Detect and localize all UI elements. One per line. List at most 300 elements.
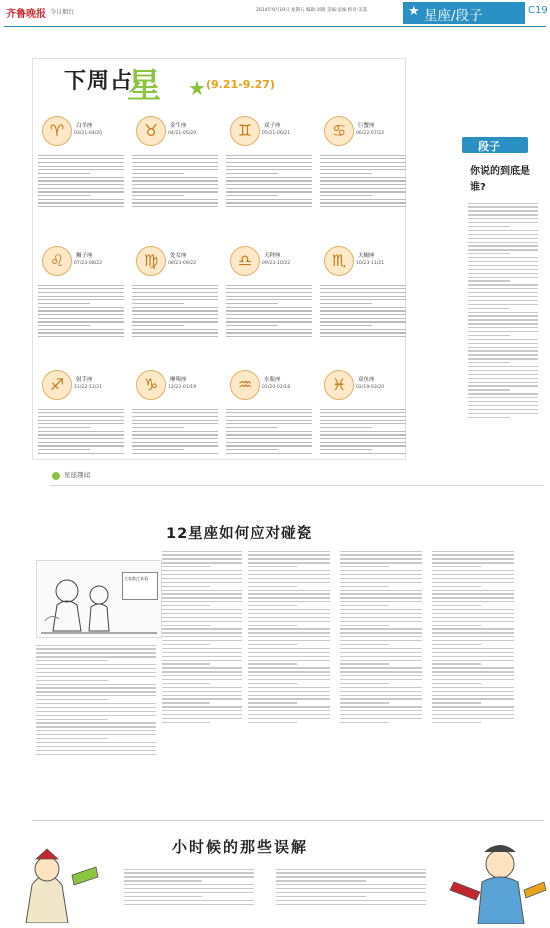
text-line xyxy=(36,691,156,692)
text-line xyxy=(276,892,426,893)
text-line xyxy=(276,872,426,873)
text-line xyxy=(38,409,124,410)
text-line xyxy=(38,445,124,446)
text-line xyxy=(248,551,330,552)
text-line xyxy=(432,625,481,626)
text-line xyxy=(340,667,422,668)
text-line xyxy=(468,245,538,246)
essay-tag-dot xyxy=(52,472,60,480)
text-line xyxy=(36,711,156,712)
text-line xyxy=(162,691,242,692)
essay-column xyxy=(162,548,242,725)
text-line xyxy=(340,613,422,614)
text-line xyxy=(132,296,218,297)
text-line xyxy=(162,636,242,637)
text-line xyxy=(132,442,218,443)
text-line xyxy=(38,173,90,174)
text-line xyxy=(132,180,218,181)
text-line xyxy=(38,310,124,311)
text-line xyxy=(226,409,312,410)
text-line xyxy=(432,683,481,684)
text-line xyxy=(132,158,218,159)
text-line xyxy=(36,734,156,735)
text-line xyxy=(432,636,514,637)
text-line xyxy=(320,307,406,308)
text-line xyxy=(468,327,538,328)
text-line xyxy=(340,554,422,555)
text-line xyxy=(320,420,406,421)
text-line xyxy=(432,695,514,696)
zodiac-icon: ♎ xyxy=(230,246,260,276)
text-line xyxy=(468,417,510,418)
text-line xyxy=(248,590,330,591)
text-line xyxy=(432,590,514,591)
text-line xyxy=(226,442,312,443)
text-line xyxy=(162,554,242,555)
text-line xyxy=(248,695,330,696)
text-line xyxy=(340,590,422,591)
text-line xyxy=(468,393,538,394)
text-line xyxy=(248,558,330,559)
text-line xyxy=(248,683,297,684)
text-line xyxy=(248,667,330,668)
text-line xyxy=(432,574,514,575)
text-line xyxy=(340,691,422,692)
text-line xyxy=(226,314,312,315)
text-line xyxy=(162,593,242,594)
text-line xyxy=(132,195,184,196)
sign-forecast-text xyxy=(226,282,312,340)
text-line xyxy=(320,325,372,326)
text-line xyxy=(248,656,330,657)
text-line xyxy=(248,605,297,606)
text-line xyxy=(162,558,242,559)
essay-illustration-sign-text: 大家都过来看 xyxy=(124,576,148,581)
sign-dates: 04/21-05/20 xyxy=(168,131,197,136)
text-line xyxy=(320,423,406,424)
text-line xyxy=(468,319,538,320)
text-line xyxy=(432,566,481,567)
text-line xyxy=(468,354,538,355)
text-line xyxy=(248,671,330,672)
text-line xyxy=(340,593,422,594)
text-line xyxy=(248,714,330,715)
text-line xyxy=(468,370,538,371)
text-line xyxy=(226,310,312,311)
text-line xyxy=(226,191,312,192)
text-line xyxy=(132,427,184,428)
text-line xyxy=(162,667,242,668)
text-line xyxy=(320,299,406,300)
text-line xyxy=(320,288,406,289)
text-line xyxy=(162,698,242,699)
text-line xyxy=(432,663,481,664)
text-line xyxy=(468,273,538,274)
text-line xyxy=(468,312,538,313)
text-line xyxy=(432,551,514,552)
text-line xyxy=(276,884,426,885)
text-line xyxy=(162,632,242,633)
text-line xyxy=(320,336,406,337)
text-line xyxy=(248,722,297,723)
text-line xyxy=(162,605,210,606)
text-line xyxy=(226,158,312,159)
text-line xyxy=(38,416,124,417)
sign-header xyxy=(42,370,130,400)
text-line xyxy=(124,888,254,889)
text-line xyxy=(226,202,312,203)
text-line xyxy=(468,397,538,398)
text-line xyxy=(36,648,156,649)
text-line xyxy=(162,722,210,723)
text-line xyxy=(432,586,481,587)
text-line xyxy=(340,648,422,649)
text-line xyxy=(36,703,156,704)
text-line xyxy=(226,434,312,435)
star-icon: ★ xyxy=(408,4,420,19)
text-line xyxy=(38,162,124,163)
text-line xyxy=(162,718,242,719)
sign-dates: 12/22-01/19 xyxy=(168,385,197,390)
text-line xyxy=(36,746,156,747)
sign-name: 处女座 xyxy=(170,253,187,259)
text-line xyxy=(340,718,422,719)
text-line xyxy=(320,177,406,178)
text-line xyxy=(132,307,218,308)
text-line xyxy=(36,707,156,708)
text-line xyxy=(162,695,242,696)
text-line xyxy=(38,292,124,293)
sign-name: 天秤座 xyxy=(264,253,281,259)
text-line xyxy=(226,336,312,337)
text-line xyxy=(432,582,514,583)
text-line xyxy=(132,438,218,439)
text-line xyxy=(248,710,330,711)
text-line xyxy=(320,162,406,163)
text-line xyxy=(340,625,389,626)
text-line xyxy=(226,307,312,308)
text-line xyxy=(340,660,422,661)
text-line xyxy=(468,261,538,262)
text-line xyxy=(162,562,242,563)
text-line xyxy=(320,310,406,311)
text-line xyxy=(468,347,538,348)
text-line xyxy=(276,896,366,897)
text-line xyxy=(162,628,242,629)
text-line xyxy=(132,199,218,200)
essay-column xyxy=(248,548,330,725)
text-line xyxy=(38,442,124,443)
text-line xyxy=(340,582,422,583)
text-line xyxy=(38,453,124,454)
text-line xyxy=(124,884,254,885)
text-line xyxy=(124,900,254,901)
text-line xyxy=(248,601,330,602)
text-line xyxy=(132,314,218,315)
text-line xyxy=(432,722,481,723)
text-line xyxy=(340,617,422,618)
text-line xyxy=(432,675,514,676)
text-line xyxy=(248,613,330,614)
text-line xyxy=(276,900,426,901)
text-line xyxy=(132,329,218,330)
text-line xyxy=(340,714,422,715)
text-line xyxy=(340,562,422,563)
text-line xyxy=(468,413,538,414)
text-line xyxy=(226,318,312,319)
text-line xyxy=(226,438,312,439)
text-line xyxy=(36,722,156,723)
text-line xyxy=(468,230,538,231)
text-line xyxy=(320,412,406,413)
text-line xyxy=(36,672,156,673)
text-line xyxy=(248,675,330,676)
text-line xyxy=(38,329,124,330)
sign-name: 巨蟹座 xyxy=(358,123,375,129)
text-line xyxy=(248,706,330,707)
text-line xyxy=(432,570,514,571)
zodiac-icon: ♍ xyxy=(136,246,166,276)
essay-column xyxy=(340,548,422,725)
text-line xyxy=(468,350,538,351)
text-line xyxy=(468,288,538,289)
text-line xyxy=(38,296,124,297)
sign-dates: 07/23-08/22 xyxy=(74,261,103,266)
sign-forecast-text xyxy=(320,152,406,210)
sign-name: 双鱼座 xyxy=(358,377,375,383)
text-line xyxy=(162,714,242,715)
text-line xyxy=(36,660,108,661)
text-line xyxy=(162,601,242,602)
text-line xyxy=(468,277,538,278)
sign-dates: 11/22-12/21 xyxy=(74,385,103,390)
zodiac-icon: ♌ xyxy=(42,246,72,276)
text-line xyxy=(432,671,514,672)
duanzi-body-text xyxy=(468,200,538,420)
text-line xyxy=(248,691,330,692)
text-line xyxy=(468,242,538,243)
text-line xyxy=(38,449,90,450)
text-line xyxy=(36,687,156,688)
text-line xyxy=(340,570,422,571)
text-line xyxy=(162,644,210,645)
text-line xyxy=(124,892,254,893)
text-line xyxy=(276,880,366,881)
text-line xyxy=(468,323,538,324)
text-line xyxy=(38,202,124,203)
text-line xyxy=(340,632,422,633)
text-line xyxy=(340,566,389,567)
childhood-column xyxy=(124,866,254,907)
text-line xyxy=(340,636,422,637)
text-line xyxy=(38,169,124,170)
text-line xyxy=(132,423,218,424)
text-line xyxy=(132,445,218,446)
sign-forecast-text xyxy=(320,406,406,456)
text-line xyxy=(432,609,514,610)
text-line xyxy=(36,664,156,665)
text-line xyxy=(432,593,514,594)
text-line xyxy=(162,652,242,653)
text-line xyxy=(432,597,514,598)
text-line xyxy=(468,304,538,305)
text-line xyxy=(468,389,510,390)
text-line xyxy=(432,710,514,711)
text-line xyxy=(248,593,330,594)
text-line xyxy=(38,420,124,421)
text-line xyxy=(432,706,514,707)
zodiac-icon: ♏ xyxy=(324,246,354,276)
text-line xyxy=(468,284,538,285)
text-line xyxy=(132,412,218,413)
text-line xyxy=(320,202,406,203)
weekly-title: 下周占 xyxy=(64,69,134,94)
text-line xyxy=(320,318,406,319)
text-line xyxy=(320,188,406,189)
text-line xyxy=(320,431,406,432)
text-line xyxy=(226,427,278,428)
text-line xyxy=(432,562,514,563)
text-line xyxy=(248,640,330,641)
text-line xyxy=(226,166,312,167)
text-line xyxy=(432,652,514,653)
text-line xyxy=(162,590,242,591)
text-line xyxy=(468,280,510,281)
text-line xyxy=(132,285,218,286)
text-line xyxy=(340,679,422,680)
text-line xyxy=(276,869,426,870)
childhood-title: 小时候的那些误解 xyxy=(172,838,309,856)
sign-header xyxy=(324,370,412,400)
text-line xyxy=(320,427,372,428)
text-line xyxy=(132,177,218,178)
text-line xyxy=(162,617,242,618)
text-line xyxy=(248,652,330,653)
text-line xyxy=(226,332,312,333)
text-line xyxy=(432,691,514,692)
text-line xyxy=(36,668,156,669)
text-line xyxy=(276,904,426,905)
text-line xyxy=(38,188,124,189)
text-line xyxy=(468,292,538,293)
text-line xyxy=(132,299,218,300)
text-line xyxy=(468,378,538,379)
text-line xyxy=(36,719,108,720)
text-line xyxy=(162,687,242,688)
text-line xyxy=(38,431,124,432)
text-line xyxy=(226,303,278,304)
text-line xyxy=(38,184,124,185)
text-line xyxy=(340,663,389,664)
text-line xyxy=(162,640,242,641)
text-line xyxy=(36,676,156,677)
text-line xyxy=(124,904,254,905)
text-line xyxy=(132,318,218,319)
text-line xyxy=(162,570,242,571)
text-line xyxy=(320,206,406,207)
text-line xyxy=(320,191,406,192)
text-line xyxy=(226,325,278,326)
text-line xyxy=(340,687,422,688)
text-line xyxy=(162,566,210,567)
text-line xyxy=(132,162,218,163)
text-line xyxy=(226,431,312,432)
sign-name: 白羊座 xyxy=(76,123,93,129)
text-line xyxy=(340,710,422,711)
text-line xyxy=(162,663,210,664)
sign-forecast-text xyxy=(320,282,406,340)
text-line xyxy=(468,385,538,386)
text-line xyxy=(226,184,312,185)
text-line xyxy=(468,253,510,254)
text-line xyxy=(226,299,312,300)
text-line xyxy=(226,285,312,286)
text-line xyxy=(340,702,389,703)
text-line xyxy=(320,195,372,196)
text-line xyxy=(432,702,481,703)
text-line xyxy=(432,718,514,719)
text-line xyxy=(432,558,514,559)
text-line xyxy=(124,869,254,870)
text-line xyxy=(226,188,312,189)
text-line xyxy=(162,648,242,649)
text-line xyxy=(162,710,242,711)
text-line xyxy=(468,405,538,406)
text-line xyxy=(226,321,312,322)
sign-forecast-text xyxy=(38,152,124,210)
text-line xyxy=(226,453,312,454)
zodiac-icon: ♋ xyxy=(324,116,354,146)
essay-rule xyxy=(50,485,544,486)
text-line xyxy=(38,427,90,428)
text-line xyxy=(468,358,538,359)
text-line xyxy=(340,601,422,602)
text-line xyxy=(432,605,481,606)
text-line xyxy=(468,374,538,375)
page-number: C19 xyxy=(528,5,548,16)
text-line xyxy=(132,303,184,304)
text-line xyxy=(248,636,330,637)
section-title: 星座/段子 xyxy=(424,8,483,24)
text-line xyxy=(226,292,312,293)
text-line xyxy=(132,288,218,289)
text-line xyxy=(340,609,422,610)
text-line xyxy=(320,416,406,417)
text-line xyxy=(132,431,218,432)
text-line xyxy=(124,872,254,873)
text-line xyxy=(132,202,218,203)
zodiac-icon: ♊ xyxy=(230,116,260,146)
text-line xyxy=(124,876,254,877)
text-line xyxy=(38,191,124,192)
essay-tag: 星座趣闻 xyxy=(64,471,90,479)
text-line xyxy=(432,621,514,622)
text-line xyxy=(226,420,312,421)
sign-forecast-text xyxy=(132,406,218,456)
sign-dates: 03/21-04/20 xyxy=(74,131,103,136)
text-line xyxy=(340,586,389,587)
text-line xyxy=(38,423,124,424)
text-line xyxy=(432,644,481,645)
text-line xyxy=(320,296,406,297)
text-line xyxy=(340,574,422,575)
sign-header xyxy=(136,246,224,276)
duanzi-title: 你说的到底是谁? xyxy=(470,166,530,193)
text-line xyxy=(248,582,330,583)
text-line xyxy=(132,188,218,189)
text-line xyxy=(36,754,156,755)
text-line xyxy=(320,438,406,439)
